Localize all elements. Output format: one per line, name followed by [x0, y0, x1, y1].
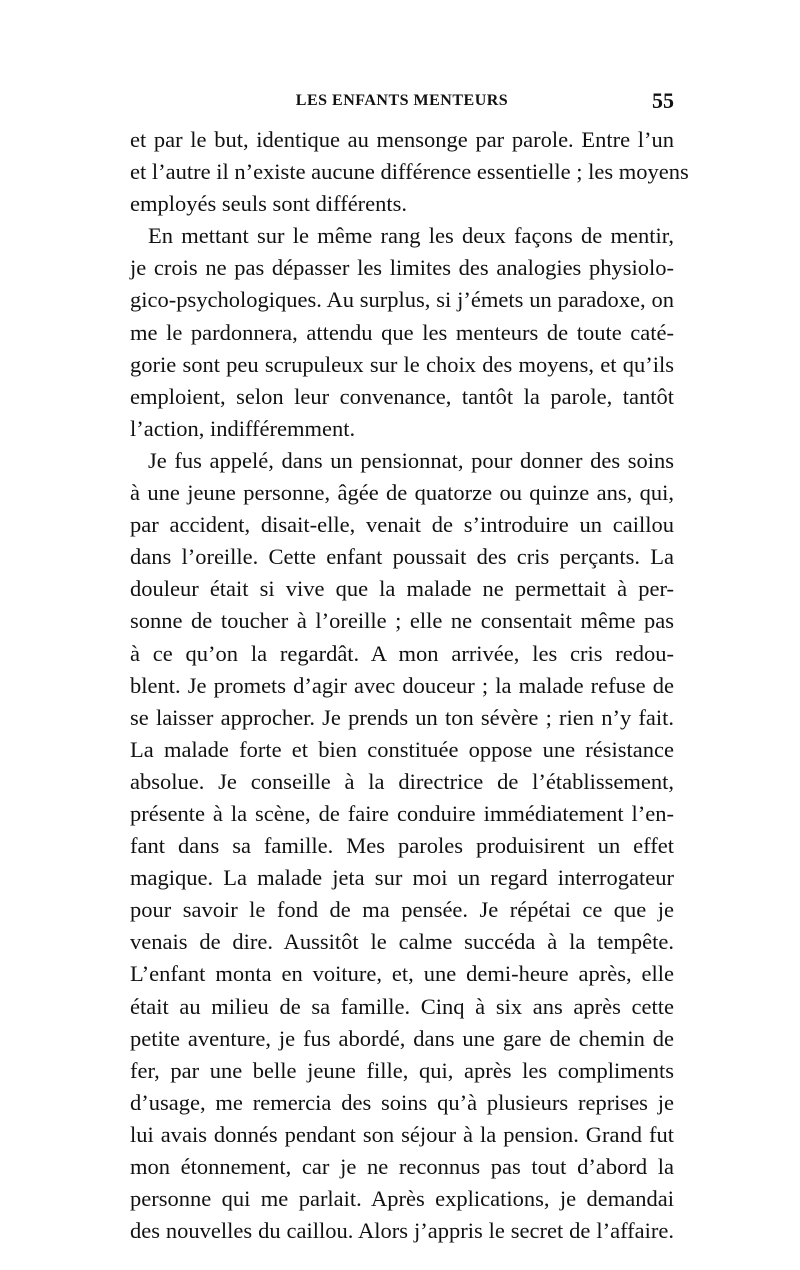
text-line: pour savoir le fond de ma pensée. Je répétai ce que je [130, 897, 674, 923]
text-line: d’usage, me remercia des soins qu’à plusieurs reprises je [130, 1089, 674, 1115]
text-line: l’action, indifféremment. [130, 415, 356, 441]
text-line: La malade forte et bien constituée oppose une résistance [130, 736, 674, 762]
text-line: et par le but, identique au mensonge par parole. Entre l’un [130, 127, 674, 152]
text-line: petite aventure, je fus abordé, dans une gare de chemin de [130, 1025, 674, 1051]
text-line: Je fus appelé, dans un pensionnat, pour donner des soins [148, 447, 674, 473]
page-number: 55 [652, 88, 674, 113]
body-text [130, 124, 689, 1247]
text-line: personne qui me parlait. Après explications, je demandai [130, 1186, 674, 1212]
running-title: LES ENFANTS MENTEURS [295, 92, 509, 109]
text-line: fer, par une belle jeune fille, qui, après les compliments [130, 1057, 674, 1083]
text-line: gico-psychologiques. Au surplus, si j’émets un paradoxe, on [130, 287, 674, 313]
text-line: blent. Je promets d’agir avec douceur ; la malade refuse de [130, 672, 674, 698]
text-line: L’enfant monta en voiture, et, une demi-heure après, elle [130, 961, 674, 987]
text-line: sonne de toucher à l’oreille ; elle ne consentait même pas [130, 608, 674, 634]
text-line: était au milieu de sa famille. Cinq à six ans après cette [130, 993, 674, 1019]
text-line: et l’autre il n’existe aucune différence essentielle ; les moyens [130, 159, 689, 185]
text-line: gorie sont peu scrupuleux sur le choix des moyens, et qu’ils [130, 351, 674, 377]
text-line: emploient, selon leur convenance, tantôt la parole, tantôt [130, 383, 674, 409]
text-line: des nouvelles du caillou. Alors j’appris le secret de l’affaire. [130, 1218, 674, 1244]
running-head [128, 88, 676, 114]
text-line: magique. La malade jeta sur moi un regard interrogateur [130, 865, 674, 891]
text-line: à une jeune personne, âgée de quatorze ou quinze ans, qui, [130, 480, 674, 506]
text-line: présente à la scène, de faire conduire immédiatement l’en- [130, 800, 674, 826]
text-line: lui avais donnés pendant son séjour à la pension. Grand fut [130, 1121, 674, 1147]
text-line: En mettant sur le même rang les deux façons de mentir, [148, 223, 674, 249]
text-line: absolue. Je conseille à la directrice de l’établissement, [130, 768, 674, 794]
text-line: fant dans sa famille. Mes paroles produisirent un effet [130, 833, 674, 859]
text-line: venais de dire. Aussitôt le calme succéda à la tempête. [130, 929, 674, 955]
text-line: me le pardonnera, attendu que les menteurs de toute caté- [130, 319, 674, 345]
text-line: employés seuls sont différents. [130, 191, 408, 217]
text-line: à ce qu’on la regardât. A mon arrivée, les cris redou- [130, 640, 674, 666]
text-line: je crois ne pas dépasser les limites des analogies physiolo- [130, 255, 674, 281]
text-line: par accident, disait-elle, venait de s’introduire un caillou [130, 512, 674, 538]
text-line: dans l’oreille. Cette enfant poussait des cris perçants. La [130, 544, 674, 570]
text-line: douleur était si vive que la malade ne permettait à per- [130, 576, 674, 602]
text-line: mon étonnement, car je ne reconnus pas tout d’abord la [130, 1154, 674, 1179]
text-line: se laisser approcher. Je prends un ton sévère ; rien n’y fait. [130, 704, 674, 730]
